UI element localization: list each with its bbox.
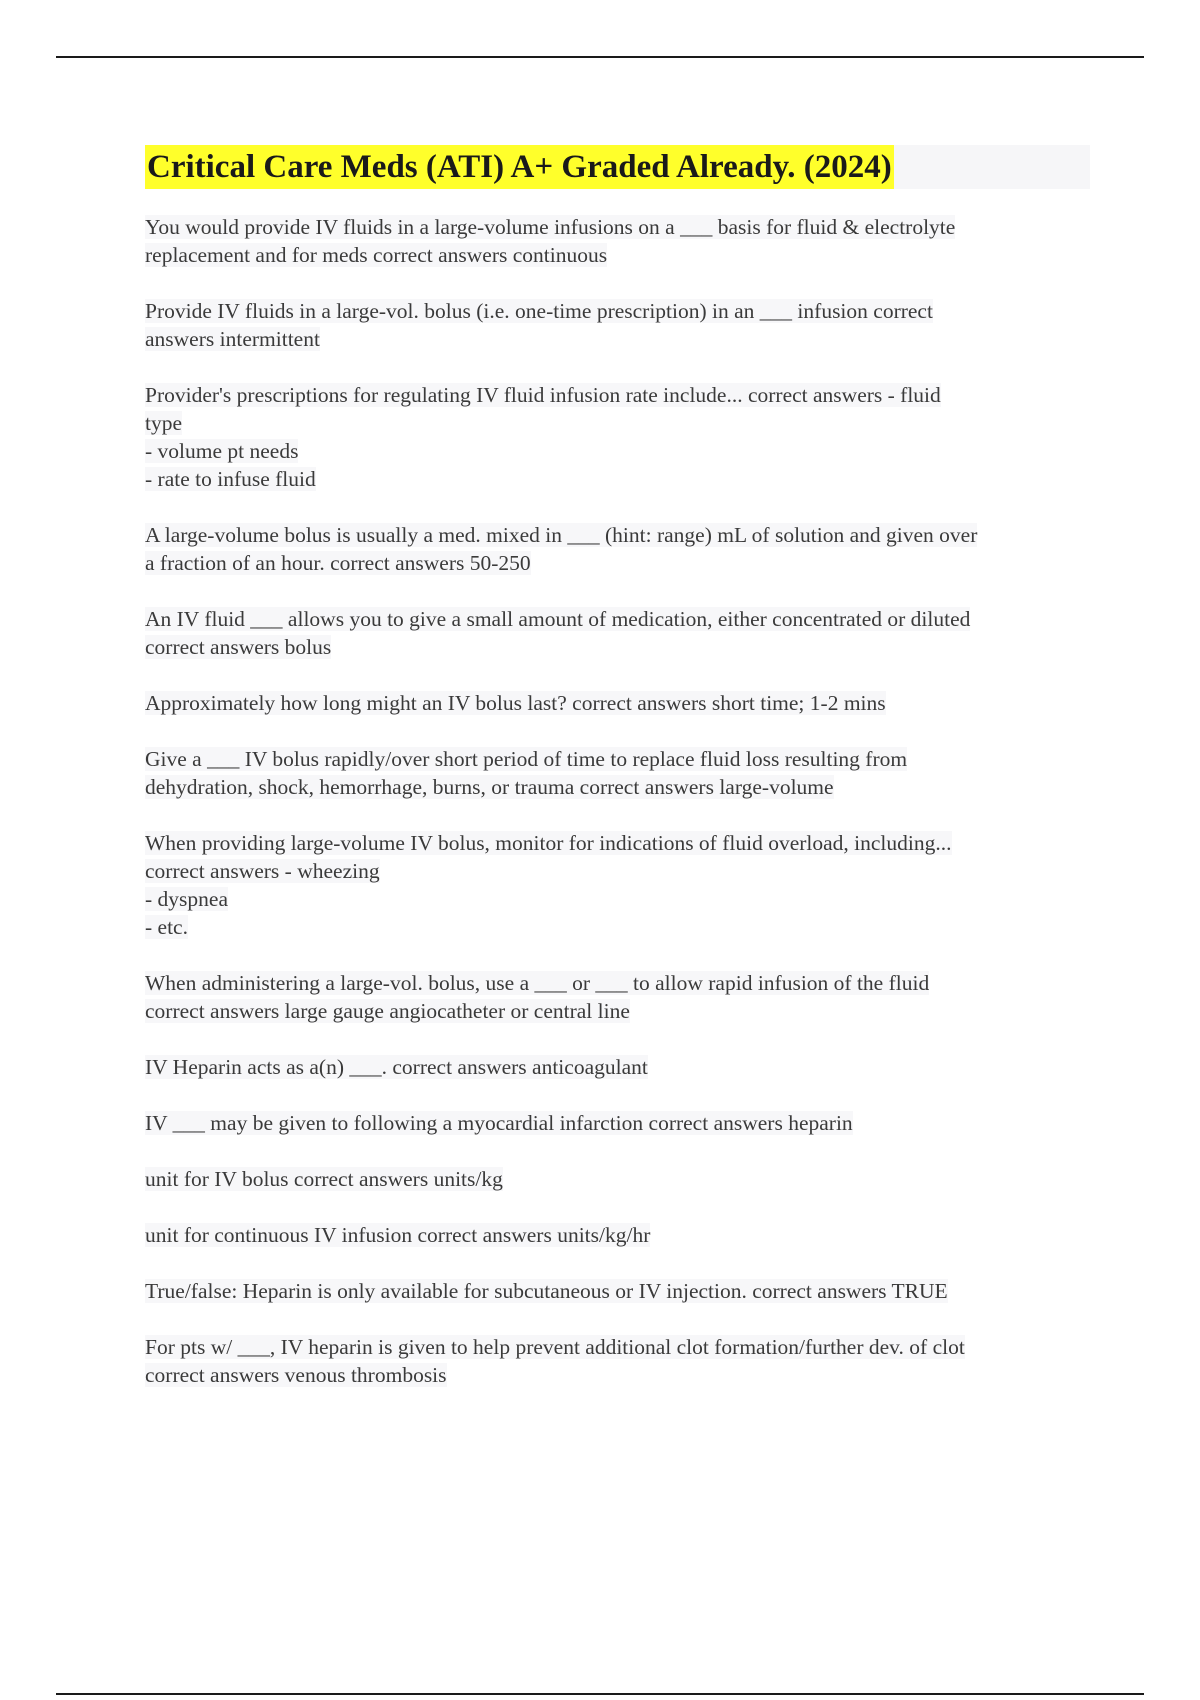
qa-item <box>145 213 1090 269</box>
top-rule <box>56 56 1144 58</box>
document-body <box>145 145 1090 1417</box>
qa-text: An IV fluid ___ allows you to give a small amount of medication, either concentrated or diluted correct answers bolus <box>145 607 971 659</box>
qa-text: Provider's prescriptions for regulating IV fluid infusion rate include... correct answers - fluid type - volume pt needs - rate to infuse fluid <box>145 383 941 491</box>
qa-text: IV ___ may be given to following a myocardial infarction correct answers heparin <box>145 1111 853 1135</box>
qa-text: IV Heparin acts as a(n) ___. correct answers anticoagulant <box>145 1055 648 1079</box>
qa-text: unit for continuous IV infusion correct answers units/kg/hr <box>145 1223 651 1247</box>
qa-text: When providing large-volume IV bolus, monitor for indications of fluid overload, including... correct answers - wheezing - dyspnea - etc. <box>145 831 952 939</box>
qa-text: When administering a large-vol. bolus, use a ___ or ___ to allow rapid infusion of the fluid correct answers large gauge angiocatheter or central line <box>145 971 930 1023</box>
qa-item <box>145 297 1090 353</box>
qa-text: Provide IV fluids in a large-vol. bolus (i.e. one-time prescription) in an ___ infusion correct answers intermittent <box>145 299 933 351</box>
qa-text: For pts w/ ___, IV heparin is given to help prevent additional clot formation/further dev. of clot correct answers venous thrombosis <box>145 1335 965 1387</box>
qa-item <box>145 745 1090 801</box>
qa-text: True/false: Heparin is only available for subcutaneous or IV injection. correct answers TRUE <box>145 1279 948 1303</box>
title-row <box>145 145 1090 189</box>
document-title: Critical Care Meds (ATI) A+ Graded Already. (2024) <box>145 145 894 189</box>
qa-text: unit for IV bolus correct answers units/kg <box>145 1167 503 1191</box>
qa-item <box>145 1333 1090 1389</box>
qa-item <box>145 1165 1090 1193</box>
qa-item <box>145 521 1090 577</box>
qa-text: A large-volume bolus is usually a med. mixed in ___ (hint: range) mL of solution and given over a fraction of an hour. correct answers 50-250 <box>145 523 978 575</box>
bottom-rule <box>56 1693 1144 1695</box>
qa-item <box>145 1109 1090 1137</box>
qa-item <box>145 1221 1090 1249</box>
qa-item <box>145 689 1090 717</box>
qa-item <box>145 1053 1090 1081</box>
qa-item <box>145 969 1090 1025</box>
qa-text: Approximately how long might an IV bolus last? correct answers short time; 1-2 mins <box>145 691 886 715</box>
qa-item <box>145 381 1090 493</box>
qa-item <box>145 1277 1090 1305</box>
qa-text: You would provide IV fluids in a large-volume infusions on a ___ basis for fluid & electrolyte replacement and for meds correct answers continuous <box>145 215 956 267</box>
qa-text: Give a ___ IV bolus rapidly/over short period of time to replace fluid loss resulting from dehydration, shock, hemorrhage, burns, or trauma correct answers large-volume <box>145 747 908 799</box>
qa-item <box>145 605 1090 661</box>
qa-item <box>145 829 1090 941</box>
